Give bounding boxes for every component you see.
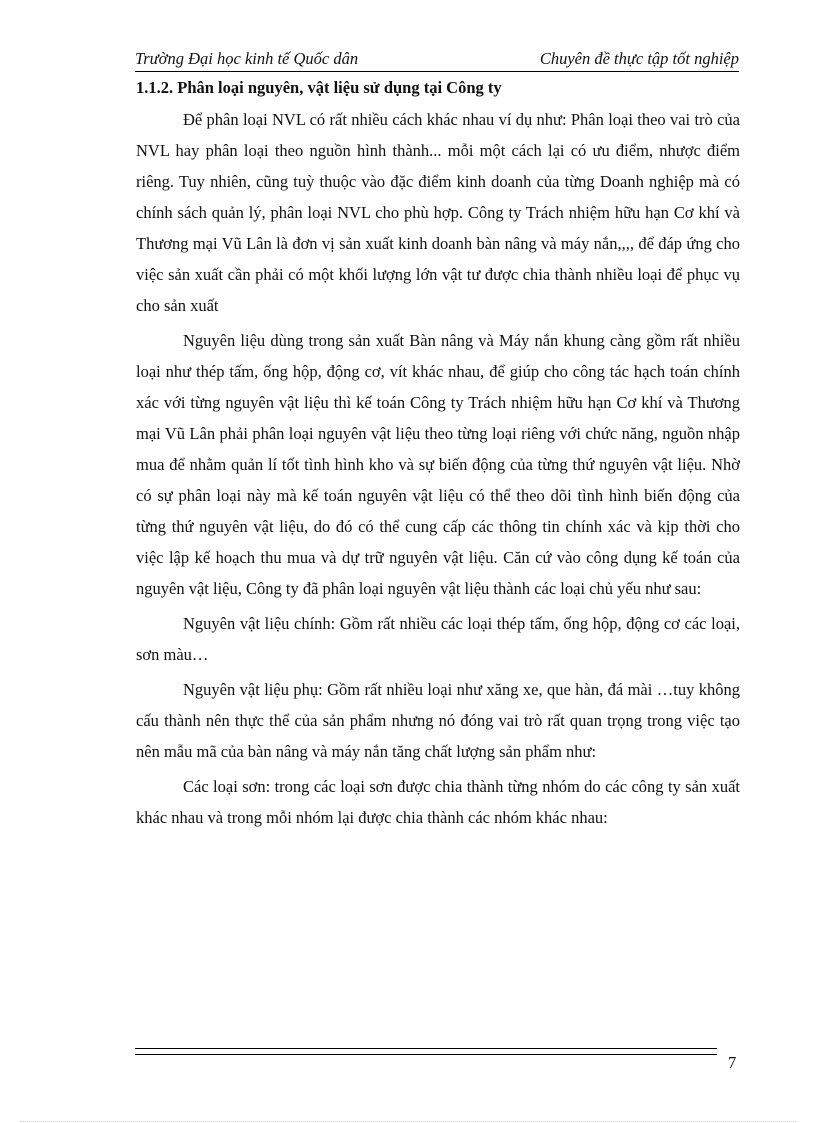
- page-number: 7: [728, 1053, 737, 1072]
- paragraph-auxiliary-materials: Nguyên vật liệu phụ: Gồm rất nhiều loại như xăng xe, que hàn, đá mài …tuy không cấu thành nên thực thể của sản phẩm nhưng nó đóng vai trò rất quan trọng trong việc tạo nên mẫu mã của bàn nâng và máy nắn tăng chất lượng sản phẩm như:: [136, 680, 740, 761]
- footer-rule: [135, 1048, 717, 1055]
- page-edge: [20, 1121, 796, 1122]
- paragraph-paint-types: Các loại sơn: trong các loại sơn được chia thành từng nhóm do các công ty sản xuất khác nhau và trong mỗi nhóm lại được chia thành các nhóm khác nhau:: [136, 777, 740, 827]
- paragraph-main-materials: Nguyên vật liệu chính: Gồm rất nhiều các loại thép tấm, ống hộp, động cơ các loại, sơn màu…: [136, 614, 740, 664]
- paragraph-materials-list: Nguyên liệu dùng trong sản xuất Bàn nâng và Máy nắn khung càng gồm rất nhiều loại như thép tấm, ống hộp, động cơ, vít khác nhau, để giúp cho công tác hạch toán chính xác với từng nguyên vật liệu thì kế toán Công ty Trách nhiệm hữu hạn Cơ khí và Thương mại Vũ Lân phải phân loại nguyên vật liệu theo từng loại riêng với chức năng, nguồn nhập mua để nhằm quản lí tốt tình hình kho và sự biến động của từng thứ nguyên vật liệu. Nhờ có sự phân loại này mà kế toán nguyên vật liệu có thể theo dõi tình hình biến động của từng thứ nguyên vật liệu, do đó có thể cung cấp các thông tin chính xác và kịp thời cho việc lập kế hoạch thu mua và dự trữ nguyên vật liệu. Căn cứ vào công dụng kế toán của nguyên vật liệu, Công ty đã phân loại nguyên vật liệu thành các loại chủ yếu như sau:: [136, 331, 740, 598]
- header-report-title: Chuyên đề thực tập tốt nghiệp: [539, 49, 739, 68]
- page-header: [135, 49, 739, 72]
- section-heading: 1.1.2. Phân loại nguyên, vật liệu sử dụng tại Công ty: [136, 78, 502, 97]
- document-body: [136, 76, 740, 837]
- paragraph-classification-intro: Để phân loại NVL có rất nhiều cách khác nhau ví dụ như: Phân loại theo vai trò của NVL hay phân loại theo nguồn hình thành... mỗi một cách lại có ưu điểm, nhược điểm riêng. Tuy nhiên, cũng tuỳ thuộc vào đặc điểm kinh doanh của từng Doanh nghiệp mà có chính sách quản lý, phân loại NVL cho phù hợp. Công ty Trách nhiệm hữu hạn Cơ khí và Thương mại Vũ Lân là đơn vị sản xuất kinh doanh bàn nâng và máy nắn,,,, để đáp ứng cho việc sản xuất cần phải có một khối lượng lớn vật tư được chia thành nhiều loại để phục vụ cho sản xuất: [136, 110, 740, 315]
- header-university: Trường Đại học kinh tế Quốc dân: [135, 49, 359, 68]
